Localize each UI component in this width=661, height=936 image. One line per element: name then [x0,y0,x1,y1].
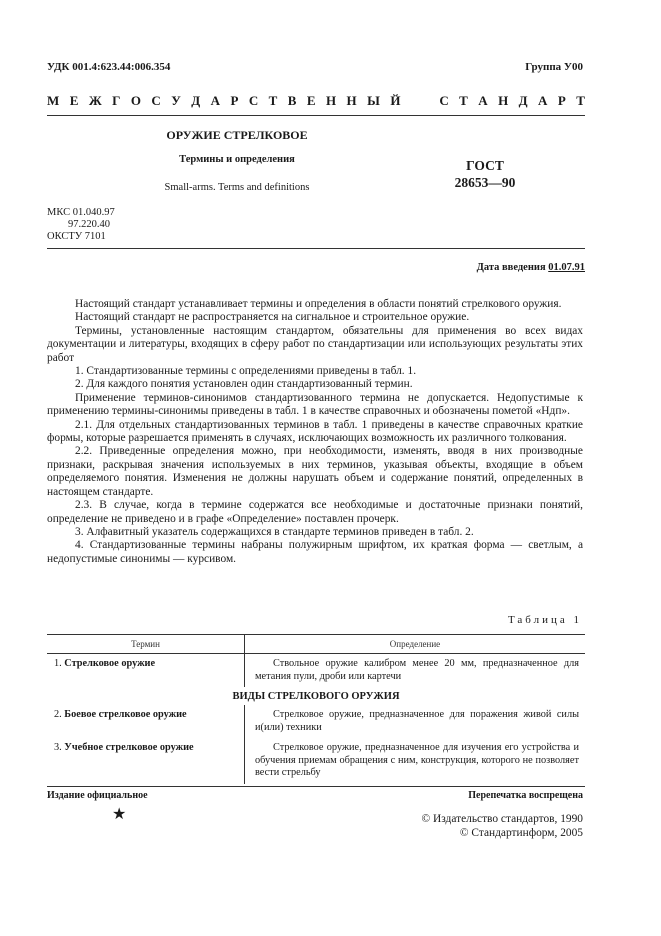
table-header [47,634,585,654]
gost-number: 28653—90 [454,175,516,190]
term-text: Стрелковое оружие [64,658,156,669]
okstu-code: ОКСТУ 7101 [47,231,106,242]
paragraph: Настоящий стандарт устанавливает термины и определения в области понятий стрелкового оружия. [75,298,562,310]
banner-letter: Г [112,93,121,108]
banner-letter: Т [459,93,468,108]
introduction-date [477,262,585,273]
table-row [47,738,585,784]
header-definition: Определение [389,639,441,649]
banner-letter: С [151,93,161,108]
edition-note: Издание официальное [47,790,148,801]
banner-letter: Й [390,93,401,108]
date-label: Дата введения [476,262,549,273]
paragraph: 4. Стандартизованные термины набраны полужирным шрифтом, их краткая форма — светлым, а недопустимые синонимы — курсивом. [47,539,583,565]
document-title: ОРУЖИЕ СТРЕЛКОВОЕ [166,128,308,142]
middle-rule [47,248,585,249]
date-value: 01.07.91 [548,262,585,273]
reprint-note: Перепечатка воспрещена [468,790,583,801]
banner-letter: Р [230,93,239,108]
copyright-line: © Издательство стандартов, 1990 [421,813,583,825]
term-text: Учебное стрелковое оружие [64,742,194,753]
paragraph: Термины, установленные настоящим стандартом, обязательны для применения во всех видах документации и литературы, входящих в сферу работ по стандартизации или использующих результаты этих работ [47,324,583,364]
banner-letter: А [210,93,220,108]
paragraph: 1. Стандартизованные термины с определениями приведены в табл. 1. [75,365,417,378]
banner-gap [411,93,429,109]
mks-line-2: 97.220.40 [47,219,110,230]
banner-letter: Т [268,93,278,108]
udk-code: УДК 001.4:623.44:006.354 [47,61,171,73]
definition-cell: Стрелковое оружие, предназначенное для изучения его устройства и обучения приемам обращения с ним, конструкция, которого не позволяет вести стрельбу [255,742,579,778]
document-subtitle: Термины и определения [179,154,295,165]
banner-letter: С [248,93,259,108]
paragraph: 2.2. Приведенные определения можно, при необходимости, изменять, вводя в них производные признаки, раскрывая значения используемых в них терминов, указывая объекты, входящие в объем определяемого понятия. Изменения не должны нарушать объем и содержание понятий, определенных в настоящем стандарте. [47,445,583,498]
top-rule [47,115,585,116]
term-text: Боевое стрелковое оружие [64,709,187,720]
banner-letter: Н [346,93,357,108]
standard-banner [47,93,585,109]
banner-letter: Е [306,93,316,108]
classification-codes [47,207,115,243]
table-section-heading: ВИДЫ СТРЕЛКОВОГО ОРУЖИЯ [232,691,400,702]
banner-letter: А [538,93,548,108]
term-number: 1. [54,658,65,669]
banner-letter: В [287,93,297,108]
paragraph: Применение терминов-синонимов стандартизованного термина не допускается. Недопустимые к применению термины-синонимы приведены в табл. 1 в качестве справочных и обозначены пометой «Ндп». [47,391,583,418]
banner-letter: Ы [367,93,380,108]
group-code: Группа У00 [525,61,583,73]
term-cell [47,705,245,738]
mks-line-1: МКС 01.040.97 [47,207,115,218]
banner-letter: Ж [88,93,102,108]
paragraph: 3. Алфавитный указатель содержащихся в стандарте терминов приведен в табл. 2. [75,525,474,538]
banner-letter: М [47,93,60,108]
definition-cell: Стрелковое оружие, предназначенное для поражения живой силы и(или) техники [255,709,579,733]
paragraph: 2.3. В случае, когда в термине содержатся все необходимые и достаточные признаки понятий, определение не приведено и в графе «Определение» поставлен прочерк. [47,499,583,525]
banner-letter: Н [498,93,509,108]
table-row [47,654,585,687]
header-term: Термин [47,635,245,653]
star-icon: ★ [112,806,127,823]
terms-table [47,634,585,784]
english-title: Small-arms. Terms and definitions [164,182,310,193]
gost-designation [430,157,540,191]
banner-letter: А [478,93,488,108]
copyright-line: © Стандартинформ, 2005 [459,827,583,839]
term-cell [47,738,245,784]
copyright-block [422,812,583,840]
term-cell [47,654,245,687]
paragraph: Настоящий стандарт не распространяется на сигнальное и строительное оружие. [75,311,470,324]
gost-label: ГОСТ [466,158,504,173]
banner-letter: Д [518,93,528,108]
table-label: Таблица 1 [507,614,582,626]
body-text [47,298,583,566]
banner-letter: Е [69,93,79,108]
banner-letter: У [171,93,181,108]
banner-letter: Д [191,93,201,108]
table-row [47,705,585,738]
banner-letter: С [439,93,449,108]
banner-letter: Т [576,93,585,108]
banner-letter: Н [325,93,337,108]
term-number: 3. [54,742,65,753]
banner-letter: Р [557,93,566,108]
paragraph: 2.1. Для отдельных стандартизованных терминов в табл. 1 приведены в качестве справочных краткие формы, которые разрешается применять в случаях, исключающих возможность их различного толкования. [47,418,583,445]
term-number: 2. [54,709,65,720]
banner-letter: О [130,93,141,108]
paragraph: 2. Для каждого понятия установлен один стандартизованный термин. [75,378,413,391]
bottom-rule [47,786,585,787]
definition-cell: Ствольное оружие калибром менее 20 мм, предназначенное для метания пули, дроби или картечи [255,658,579,682]
